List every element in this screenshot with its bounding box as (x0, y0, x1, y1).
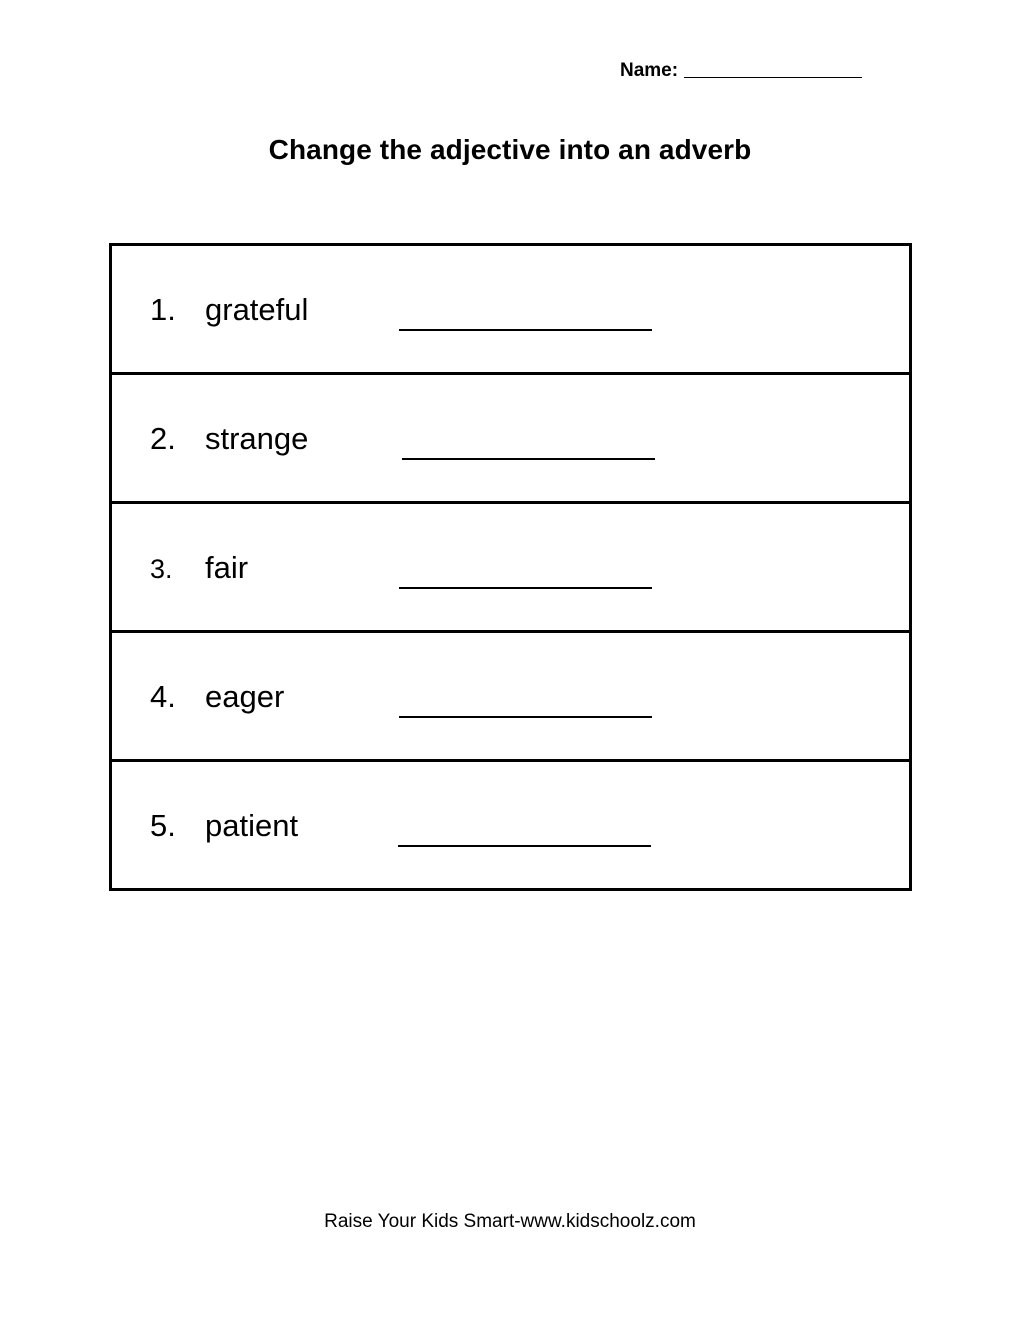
name-blank-line[interactable] (684, 76, 862, 78)
adjective-table (109, 243, 912, 891)
adjective-word: strange (205, 421, 309, 456)
footer-credit: Raise Your Kids Smart-www.kidschoolz.com (324, 1211, 696, 1232)
adjective-word: fair (205, 550, 249, 585)
name-field (620, 60, 862, 82)
answer-blank-line[interactable] (402, 458, 655, 460)
table-row (112, 246, 909, 375)
answer-blank-line[interactable] (398, 845, 651, 847)
table-row (112, 762, 909, 888)
item-number: 2. (150, 421, 176, 456)
item-number: 1. (150, 292, 176, 327)
name-label: Name: (620, 60, 679, 81)
answer-blank-line[interactable] (399, 587, 652, 589)
item-number: 3. (150, 554, 173, 584)
adjective-word: eager (205, 679, 285, 714)
answer-blank-line[interactable] (399, 329, 652, 331)
worksheet-title: Change the adjective into an adverb (268, 134, 752, 165)
answer-blank-line[interactable] (399, 716, 652, 718)
table-row (112, 633, 909, 762)
adjective-word: grateful (205, 292, 309, 327)
adjective-word: patient (205, 808, 299, 843)
table-row (112, 375, 909, 504)
table-row (112, 504, 909, 633)
item-number: 5. (150, 808, 176, 843)
item-number: 4. (150, 679, 176, 714)
